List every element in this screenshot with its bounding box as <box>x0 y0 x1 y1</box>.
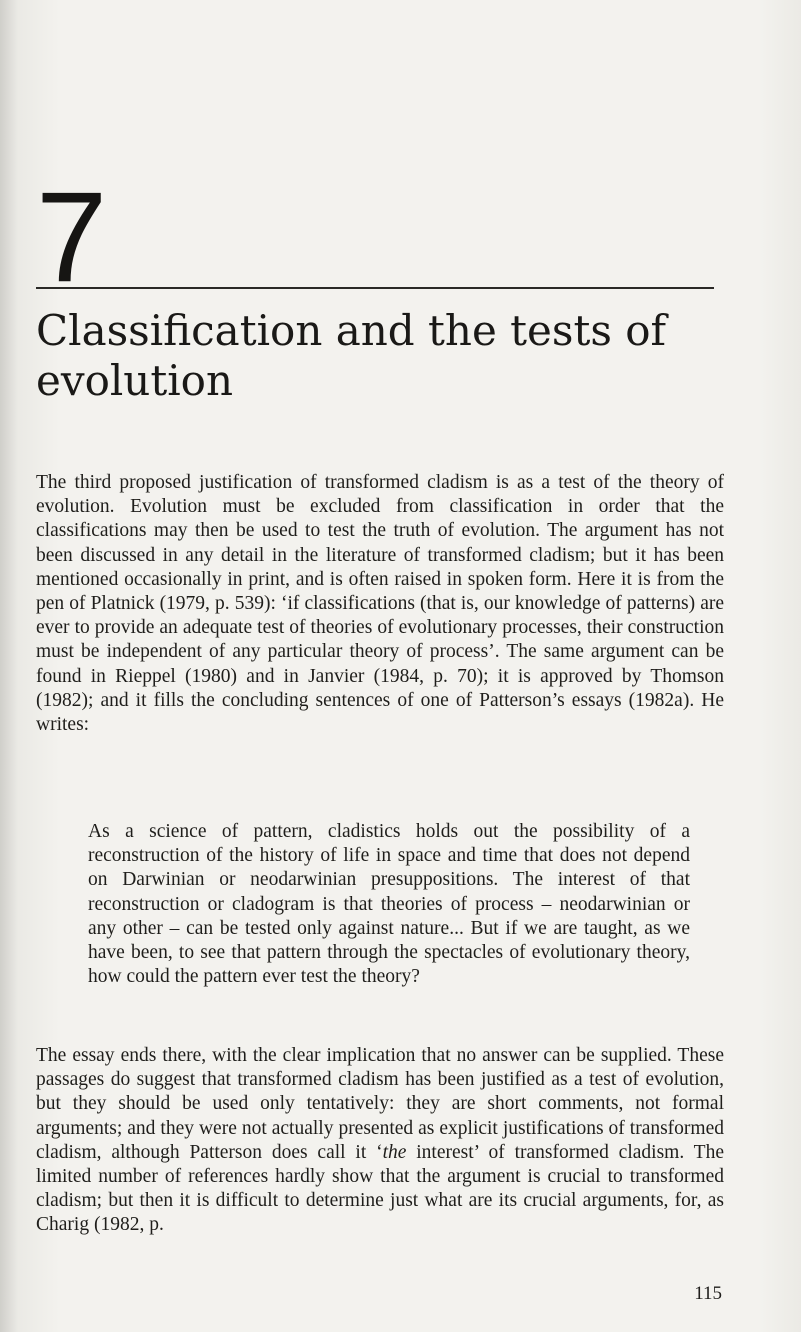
body-paragraph-2 <box>36 1044 724 1238</box>
chapter-number: 7 <box>36 166 108 309</box>
chapter-rule-divider <box>36 287 714 289</box>
emphasized-word: the <box>382 1141 407 1163</box>
paragraph-2-text-end: interest’ of transformed cladism. The limited number of references hardly show that the argument is crucial to transformed cladism; but then it is difficult to determine just what are its crucial arguments, for, as Charig (1982, p. <box>36 1141 724 1236</box>
paragraph-2-text-start: The essay ends there, with the clear implication that no answer can be supplied. These passages do suggest that transformed cladism has been justified as a test of evolution, but they should be used only tentatively: they are short comments, not formal arguments; and they were not actually presented as explicit justifications of transformed cladism, although Patterson does call it ‘ <box>36 1045 724 1163</box>
page-gutter-shadow <box>0 0 18 1332</box>
page-number: 115 <box>694 1283 722 1304</box>
block-quote: As a science of pattern, cladistics holds out the possibility of a reconstruction of the history of life in space and time that does not depend on Darwinian or neodarwinian presuppositions. The interest of that reconstruction or cladogram is that theories of process – neodarwinian or any other – can be tested only against nature... But if we are taught, as we have been, to see that pattern through the spectacles of evolutionary theory, how could the pattern ever test the theory? <box>88 821 690 988</box>
chapter-title: Classification and the tests of evolution <box>36 306 667 405</box>
body-paragraph-1: The third proposed justification of transformed cladism is as a test of the theory of evolution. Evolution must be excluded from classification in order that the classifications may then be used to test the truth of evolution. The argument has not been discussed in any detail in the literature of transformed cladism; but it has been mentioned occasionally in print, and is often raised in spoken form. Here it is from the pen of Platnick (1979, p. 539): ‘if classifications (that is, our knowledge of patterns) are ever to provide an adequate test of theories of evolutionary processes, their construction must be independent of any particular theory of process’. The same argument can be found in Rieppel (1980) and in Janvier (1984, p. 70); it is approved by Thomson (1982); and it fills the concluding sentences of one of Patterson’s essays (1982a). He writes: <box>36 472 724 736</box>
